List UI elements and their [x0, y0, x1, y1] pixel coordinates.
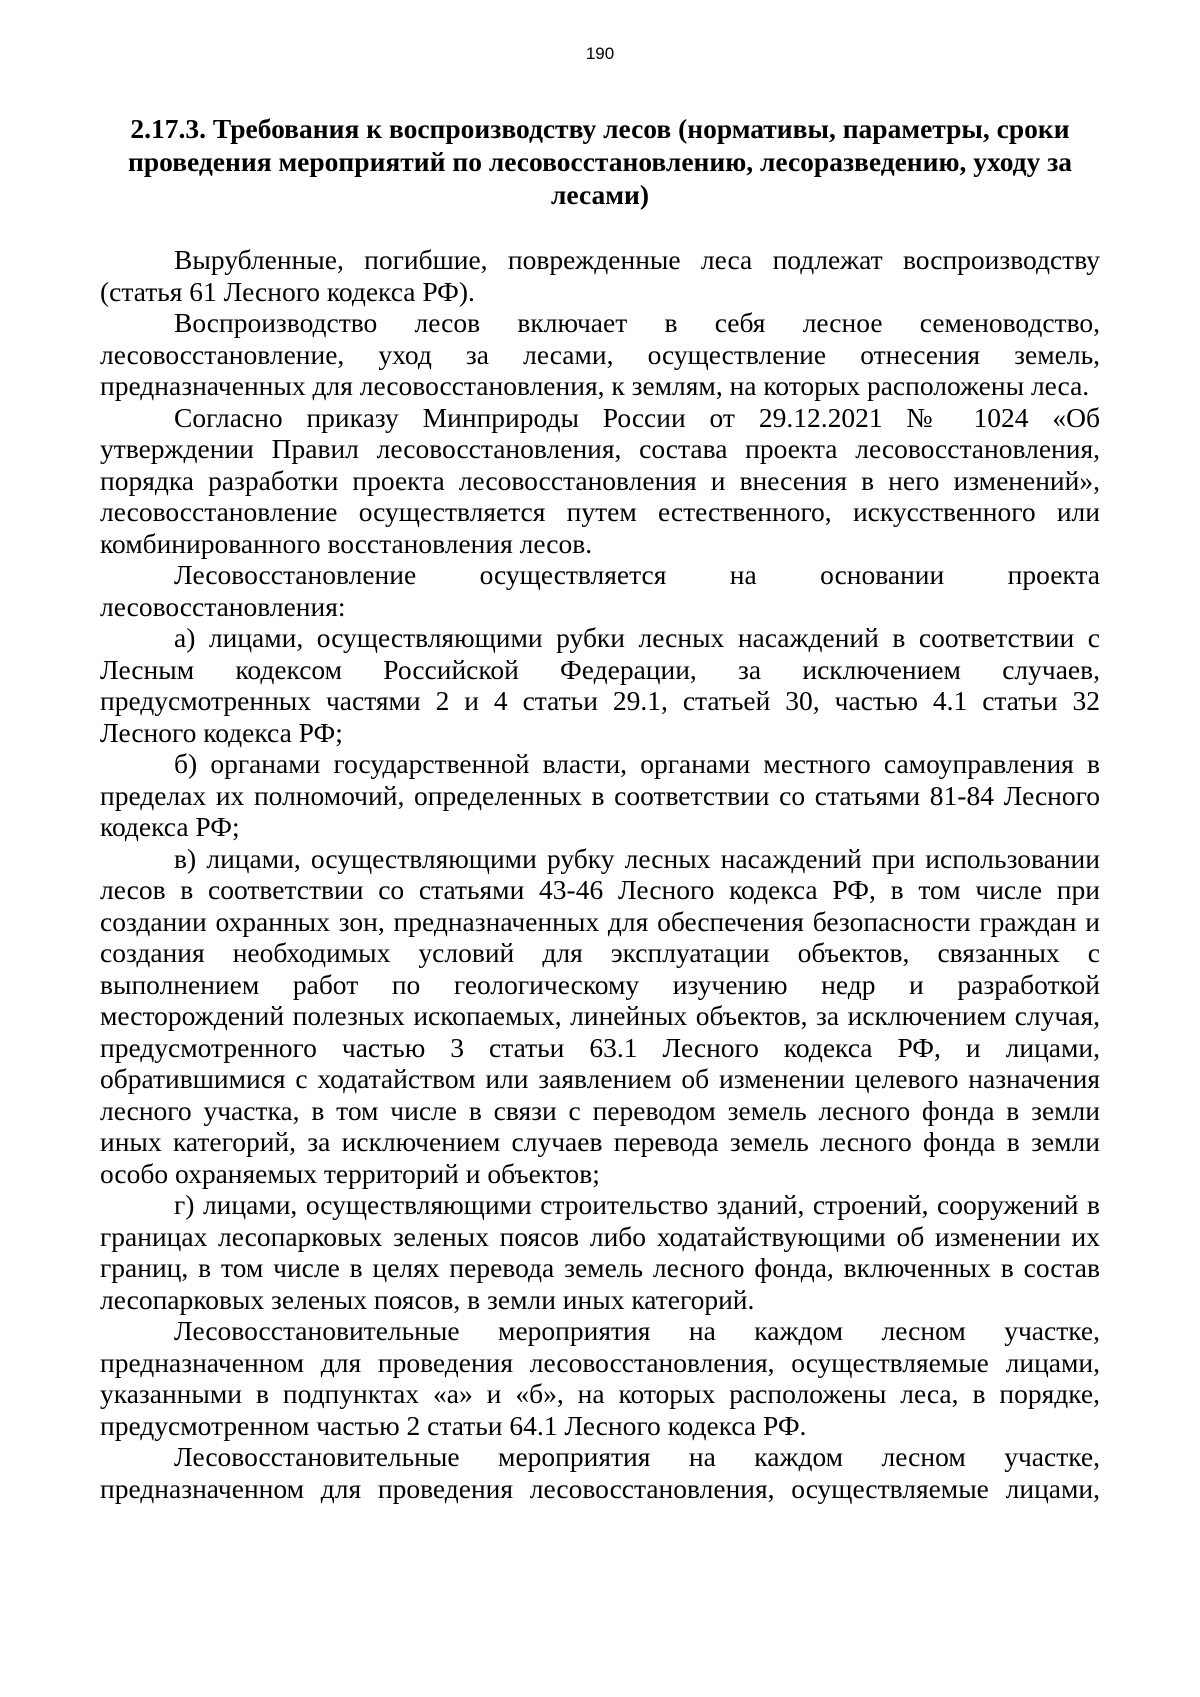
list-item-g: г) лицами, осуществляющими строительство зданий, строений, сооружений в границах лесопарковых зеленых поясов либо ходатайствующими об изменении их границ, в том числе в целях перевода земель лесного фонда, включенных в состав лесопарковых зеленых поясов, в земли иных категорий.: [100, 1189, 1100, 1315]
list-item-a: а) лицами, осуществляющими рубки лесных насаждений в соответствии с Лесным кодексом Российской Федерации, за исключением случаев, предусмотренных частями 2 и 4 статьи 29.1, статьей 30, частью 4.1 статьи 32 Лесного кодекса РФ;: [100, 622, 1100, 748]
paragraph: Согласно приказу Минприроды России от 29.12.2021 № 1024 «Об утверждении Правил лесовосстановления, состава проекта лесовосстановления, порядка разработки проекта лесовосстановления и внесения в него изменений», лесовосстановление осуществляется путем естественного, искусственного или комбинированного восстановления лесов.: [100, 401, 1100, 559]
paragraph: Лесовосстановительные мероприятия на каждом лесном участке, предназначенном для проведения лесовосстановления, осуществляемые лицами, указанными в подпунктах «а» и «б», на которых расположены леса, в порядке, предусмотренном частью 2 статьи 64.1 Лесного кодекса РФ.: [100, 1315, 1100, 1441]
list-item-b: б) органами государственной власти, органами местного самоуправления в пределах их полномочий, определенных в соответствии со статьями 81-84 Лесного кодекса РФ;: [100, 748, 1100, 842]
paragraph: Воспроизводство лесов включает в себя лесное семеноводство, лесовосстановление, уход за лесами, осуществление отнесения земель, предназначенных для лесовосстановления, к землям, на которых расположены леса.: [100, 307, 1100, 401]
page-number: 190: [585, 44, 615, 63]
list-item-v: в) лицами, осуществляющими рубку лесных насаждений при использовании лесов в соответствии со статьями 43-46 Лесного кодекса РФ, в том числе при создании охранных зон, предназначенных для обеспечения безопасности граждан и создания необходимых условий для эксплуатации объектов, связанных с выполнением работ по геологическому изучению недр и разработкой месторождений полезных ископаемых, линейных объектов, за исключением случая, предусмотренного частью 3 статьи 63.1 Лесного кодекса РФ, и лицами, обратившимися с ходатайством или заявлением об изменении целевого назначения лесного участка, в том числе в связи с переводом земель лесного фонда в земли иных категорий, за исключением случаев перевода земель лесного фонда в земли особо охраняемых территорий и объектов;: [100, 842, 1100, 1189]
paragraph: Лесовосстановление осуществляется на основании проекта лесовосстановления:: [100, 559, 1100, 622]
section-heading: 2.17.3. Требования к воспроизводству лесов (нормативы, параметры, сроки проведения мероприятий по лесовосстановлению, лесоразведению, уходу за лесами): [127, 113, 1073, 210]
paragraph: Вырубленные, погибшие, поврежденные леса подлежат воспроизводству (статья 61 Лесного кодекса РФ).: [100, 244, 1100, 307]
body-text: [100, 244, 1100, 1504]
paragraph: Лесовосстановительные мероприятия на каждом лесном участке, предназначенном для проведения лесовосстановления, осуществляемые лицами,: [100, 1441, 1100, 1504]
